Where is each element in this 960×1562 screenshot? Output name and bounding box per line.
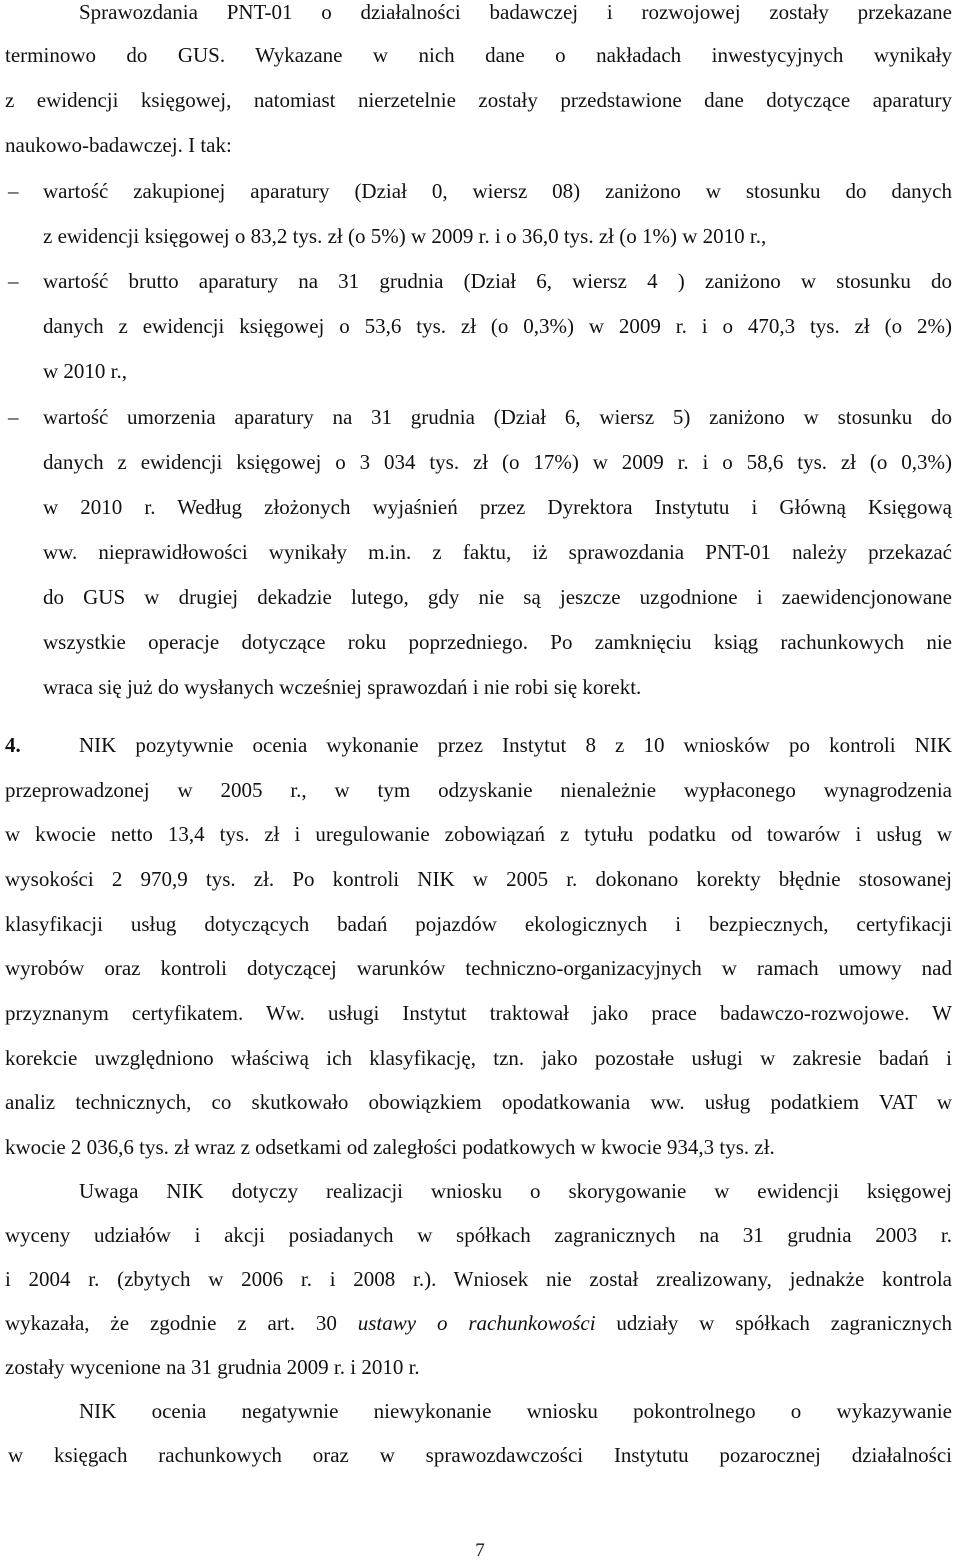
- list-item-line: wszystkie operacje dotyczące roku poprzedniego. Po zamknięciu ksiąg rachunkowych nie: [43, 630, 952, 654]
- list-item-line: wraca się już do wysłanych wcześniej sprawozdań i nie robi się korekt.: [43, 675, 642, 699]
- statute-title: ustawy o rachunkowości: [357, 1311, 596, 1335]
- body-text-line: przyznanym certyfikatem. Ww. usługi Instytut traktował jako prace badawczo-rozwojowe. W: [5, 1001, 952, 1025]
- body-text-line: analiz technicznych, co skutkowało obowiązkiem opodatkowania ww. usług podatkiem VAT w: [5, 1090, 952, 1114]
- body-text-line: w kwocie netto 13,4 tys. zł i uregulowanie zobowiązań z tytułu podatku od towarów i usług w: [5, 822, 952, 846]
- list-dash-marker: –: [8, 179, 19, 203]
- list-item-line: ww. nieprawidłowości wynikały m.in. z faktu, iż sprawozdania PNT-01 należy przekazać: [43, 540, 952, 564]
- text-run: udziały w spółkach zagranicznych: [595, 1311, 952, 1335]
- body-text-line: terminowo do GUS. Wykazane w nich dane o nakładach inwestycyjnych wynikały: [5, 43, 952, 67]
- list-dash-marker: –: [8, 269, 19, 293]
- page-number: 7: [475, 1540, 485, 1561]
- list-item-line: w 2010 r.,: [43, 359, 127, 383]
- body-text-line: NIK ocenia negatywnie niewykonanie wniosku pokontrolnego o wykazywanie: [79, 1399, 952, 1423]
- text-run: wykazała, że zgodnie z art. 30: [5, 1311, 358, 1335]
- body-text-line: wyrobów oraz kontroli dotyczącej warunków techniczno-organizacyjnych w ramach umowy nad: [5, 956, 952, 980]
- body-text-line: przeprowadzonej w 2005 r., w tym odzyskanie nienależnie wypłaconego wynagrodzenia: [5, 778, 952, 802]
- body-text-line: NIK pozytywnie ocenia wykonanie przez Instytut 8 z 10 wniosków po kontroli NIK: [79, 733, 952, 757]
- body-text-line: wyceny udziałów i akcji posiadanych w spółkach zagranicznych na 31 grudnia 2003 r.: [5, 1223, 952, 1247]
- list-item-line: wartość umorzenia aparatury na 31 grudnia (Dział 6, wiersz 5) zaniżono w stosunku do: [43, 405, 952, 429]
- body-text-line: [5, 1311, 952, 1335]
- body-text-line: klasyfikacji usług dotyczących badań pojazdów ekologicznych i bezpiecznych, certyfikacji: [5, 912, 952, 936]
- list-item-line: danych z ewidencji księgowej o 53,6 tys. zł (o 0,3%) w 2009 r. i o 470,3 tys. zł (o 2%): [43, 314, 952, 338]
- body-text-line: w księgach rachunkowych oraz w sprawozdawczości Instytutu pozarocznej działalności: [8, 1443, 952, 1467]
- body-text-line: i 2004 r. (zbytych w 2006 r. i 2008 r.). Wniosek nie został zrealizowany, jednakże kontrola: [5, 1267, 952, 1291]
- body-text-line: kwocie 2 036,6 tys. zł wraz z odsetkami od zaległości podatkowych w kwocie 934,3 tys. zł.: [5, 1135, 775, 1159]
- body-text-line: Sprawozdania PNT-01 o działalności badawczej i rozwojowej zostały przekazane: [79, 0, 952, 24]
- list-dash-marker: –: [8, 405, 19, 429]
- body-text-line: z ewidencji księgowej, natomiast nierzetelnie zostały przedstawione dane dotyczące aparatury: [5, 88, 952, 112]
- list-item-line: do GUS w drugiej dekadzie lutego, gdy nie są jeszcze uzgodnione i zaewidencjonowane: [43, 585, 952, 609]
- body-text-line: korekcie uwzględniono właściwą ich klasyfikację, tzn. jako pozostałe usługi w zakresie badań i: [5, 1046, 952, 1070]
- body-text-line: zostały wycenione na 31 grudnia 2009 r. i 2010 r.: [5, 1355, 420, 1379]
- body-text-line: Uwaga NIK dotyczy realizacji wniosku o skorygowanie w ewidencji księgowej: [79, 1179, 952, 1203]
- body-text-line: wysokości 2 970,9 tys. zł. Po kontroli NIK w 2005 r. dokonano korekty błędnie stosowanej: [5, 867, 952, 891]
- section-number: 4.: [5, 733, 21, 757]
- list-item-line: z ewidencji księgowej o 83,2 tys. zł (o 5%) w 2009 r. i o 36,0 tys. zł (o 1%) w 2010 r.,: [43, 224, 767, 248]
- list-item-line: w 2010 r. Według złożonych wyjaśnień przez Dyrektora Instytutu i Główną Księgową: [43, 495, 952, 519]
- body-text-line: naukowo-badawczej. I tak:: [5, 133, 232, 157]
- list-item-line: wartość zakupionej aparatury (Dział 0, wiersz 08) zaniżono w stosunku do danych: [43, 179, 952, 203]
- list-item-line: danych z ewidencji księgowej o 3 034 tys. zł (o 17%) w 2009 r. i o 58,6 tys. zł (o 0,3%): [43, 450, 952, 474]
- list-item-line: wartość brutto aparatury na 31 grudnia (Dział 6, wiersz 4 ) zaniżono w stosunku do: [43, 269, 952, 293]
